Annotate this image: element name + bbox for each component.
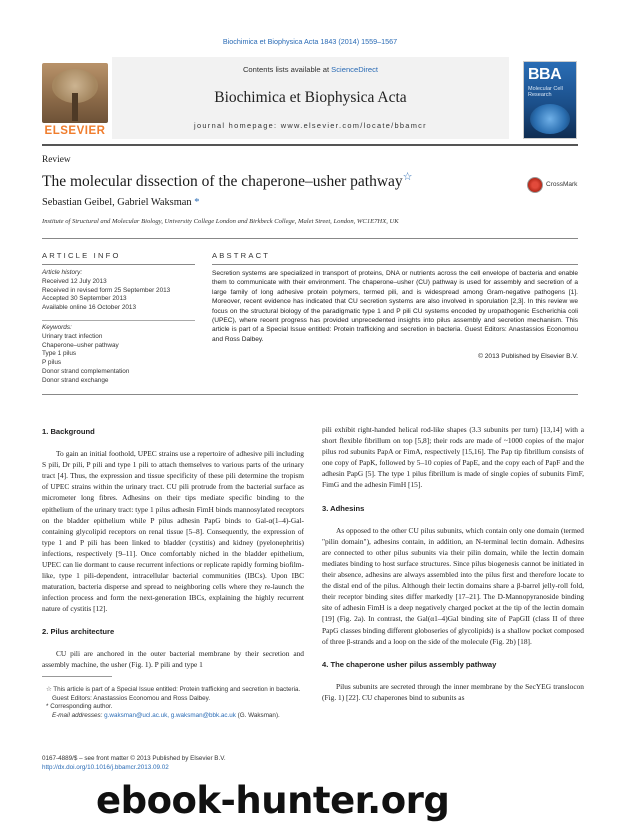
contents-prefix: Contents lists available at <box>242 65 332 74</box>
cover-artwork <box>530 104 570 134</box>
section-heading-adhesins: 3. Adhesins <box>322 503 365 513</box>
keyword-item: Donor strand exchange <box>42 376 109 384</box>
body-column-right <box>322 424 584 703</box>
history-item: Received 12 July 2013 <box>42 277 107 285</box>
cover-title: BBA <box>528 66 562 83</box>
masthead-divider <box>42 144 578 146</box>
elsevier-logo[interactable] <box>42 63 108 139</box>
body-paragraph: Pilus subunits are secreted through the inner membrane by the SecYEG translocon (Fig. 1) [22]. CU chaperones bind to subunits as <box>322 681 584 702</box>
article-title-text: The molecular dissection of the chaperone–usher pathway <box>42 173 403 191</box>
article-info-rule <box>42 264 195 265</box>
keywords <box>42 324 197 386</box>
keyword-item: P pilus <box>42 359 62 367</box>
article-history <box>42 269 197 313</box>
footnote-corresponding-author: * Corresponding author. <box>46 703 113 711</box>
issn-line: 0167-4889/$ – see front matter © 2013 Published by Elsevier B.V. <box>42 755 226 762</box>
body-paragraph: pili exhibit right-handed helical rod-like shapes (3.3 subunits per turn) [13,14] with a short flexible fibrillum on top [5,8]; their rods are made of ~1000 copies of the major pilus rod subunits PapA or FimA, respectively [15,16]. The Pap tip fibrillum consists of one copy of PapK, followed by 5–10 copies of PapE, and the copy each of PapF and the adhesin PapG [5]. The type 1 pilus fibrillum is made of single copies of subunits FimF, FimG and the adhesin FimH [15]. <box>322 425 584 490</box>
keywords-heading: Keywords: <box>42 324 72 331</box>
email-suffix: (G. Waksman). <box>235 711 280 719</box>
crossmark-badge[interactable] <box>527 177 579 193</box>
keyword-item: Urinary tract infection <box>42 332 103 340</box>
email-label: E-mail addresses: <box>52 711 105 719</box>
header-divider <box>42 238 578 239</box>
body-column-left <box>42 426 304 670</box>
section-heading-pilus-assembly: 4. The chaperone usher pilus assembly pathway <box>322 659 497 669</box>
email-link[interactable]: g.waksman@ucl.ac.uk, g.waksman@bbk.ac.uk <box>104 711 236 719</box>
elsevier-tree-icon <box>42 63 108 123</box>
affiliation: Institute of Structural and Molecular Biology, University College London and Birkbeck College, Malet Street, London, WC1E7HX, UK <box>42 218 399 225</box>
keyword-item: Chaperone–usher pathway <box>42 341 119 349</box>
abstract-copyright: © 2013 Published by Elsevier B.V. <box>478 353 578 360</box>
history-heading: Article history: <box>42 269 83 276</box>
elsevier-wordmark: ELSEVIER <box>44 125 106 137</box>
abstract-divider <box>42 394 578 395</box>
sciencedirect-link[interactable]: ScienceDirect <box>331 65 379 74</box>
keyword-item: Donor strand complementation <box>42 367 130 375</box>
abstract-text: Secretion systems are specialized in transport of proteins, DNA or nutrients across the cell envelope of bacteria and enable them to communicate with their environment. The chaperone–usher (CU) pathway is used for assembly and secretion of a large family of long adhesive protein polymers, termed pili, and is widespread among Gram-negative pathogens [1]. Moreover, recent evidence has indicated that CU secretion systems are also involved in sporulation [2,3]. In this review we focus on the structural biology of the paradigmatic type 1 and P pili CU systems encoded by uropathogenic Escherichia coli (UPEC), where recent progress has provided unprecedented insights into pilus assembly and secretion mechanism. This article is part of a Special Issue entitled: Protein trafficking and secretion in bacteria. Guest Editors: Anastassios Economou and Ross Dalbey. <box>212 270 578 343</box>
body-paragraph: As opposed to the other CU pilus subunits, which contain only one domain (termed "pilin domain"), adhesins contain, in addition, an N-terminal lectin domain. Adhesins are connected to other pilus subunits via their pilin domain, while the lectin domain mediates binding to host surface structures. Since pilus biogenesis cannot be initiated in their absence, adhesins are always assembled into the pilus first and therefore locate to the distal end of the pilus. Although their lectin domains share a β-barrel jelly-roll fold, their receptor binding sites differ markedly [17–21]. The D-Mannopyranoside binding site of adhesin FimH is a deep negatively charged pocket at the tip of the lectin domain [19] (Fig. 2a). In contrast, the Gal(α1–4)Gal binding site of PapGII (class II of three PapG classes binding different globoseries of glycolipids) is a shallow pocket composed of three β-strands and a loop on the side of the molecule (Fig. 2b) [18]. <box>322 525 584 646</box>
section-heading-background: 1. Background <box>42 427 95 436</box>
section-heading-pilus-architecture: 2. Pilus architecture <box>42 626 115 636</box>
doi-link[interactable]: http://dx.doi.org/10.1016/j.bbamcr.2013.09.02 <box>42 763 169 771</box>
article-title <box>42 170 413 191</box>
journal-name: Biochimica et Biophysica Acta <box>214 89 407 106</box>
history-item: Accepted 30 September 2013 <box>42 295 127 303</box>
body-paragraph: To gain an initial foothold, UPEC strains use a repertoire of adhesive pili including S pili, Dr pili, P pili and type 1 pili to attach themselves to various parts of the urinary tract [4]. Thus, the expression and tissue specificity of these pili determine the tropism of UPEC strains within the urinary tract. CU pili protrude from the bacterial surface as micrometer long fibres. Adhesins on their tips mediate specific binding to the epithelium of the urinary tract: type 1 pilus adhesin FimH binds mannosylated receptors on the bladder epithelium while P pilus adhesin PapG binds to Gal-α(1–4)-Gal-containing glycolipid receptors on renal tissue [5–8]. Consequently, the expression of type 1 and P pili has been linked to bladder (cystitis) and kidney (pyelonephritis) infections, respectively [9–11]. Once comfortably niched in the bladder epithelium, UPEC can lie dormant to cause recurrent infections or replicate rapidly forming biofilm-like, type 1 pili-dependent, intracellular bacterial communities (IBCs). Upon IBC maturation, bacteria disperse and spread to neighboring cells where they re-launch the infection process and form the next-generation IBCs, explaining the highly recurrent nature of cystitis [12]. <box>42 449 304 614</box>
contents-line <box>112 65 509 74</box>
article-info-heading: ARTICLE INFO <box>42 251 121 260</box>
crossmark-label: CrossMark <box>546 181 578 188</box>
abstract-rule <box>212 264 578 265</box>
title-footnote-mark[interactable]: ☆ <box>402 171 413 183</box>
journal-cover-image[interactable] <box>523 61 577 139</box>
journal-masthead <box>42 57 578 139</box>
corresponding-author-mark[interactable]: * <box>194 197 200 208</box>
footnote-divider <box>42 676 112 677</box>
history-item: Received in revised form 25 September 2013 <box>42 286 171 294</box>
watermark-text: ebook-hunter.org <box>96 779 450 822</box>
body-paragraph: CU pili are anchored in the outer bacterial membrane by their secretion and assembly machine, the usher (Fig. 1). P pili and type 1 <box>42 648 304 669</box>
history-item: Available online 16 October 2013 <box>42 304 137 312</box>
author-list <box>42 197 199 208</box>
journal-homepage[interactable]: journal homepage: www.elsevier.com/locate/bbamcr <box>194 121 427 130</box>
keyword-item: Type 1 pilus <box>42 350 77 358</box>
footnote-special-issue: ☆ This article is part of a Special Issue entitled: Protein trafficking and secretion in bacteria. Guest Editors: Anastassios Economou and Ross Dalbey. <box>46 686 301 702</box>
author-names: Sebastian Geibel, Gabriel Waksman <box>42 197 192 208</box>
footnotes <box>42 686 304 720</box>
history-divider <box>42 320 195 321</box>
crossmark-icon <box>527 177 543 193</box>
front-matter <box>42 755 226 772</box>
masthead-banner <box>112 57 509 139</box>
running-head[interactable]: Biochimica et Biophysica Acta 1843 (2014) 1559–1567 <box>222 37 398 46</box>
abstract-heading: ABSTRACT <box>212 251 271 260</box>
email-addresses <box>42 712 304 721</box>
cover-subtitle: Molecular Cell Research <box>528 86 563 99</box>
article-type: Review <box>42 155 71 165</box>
